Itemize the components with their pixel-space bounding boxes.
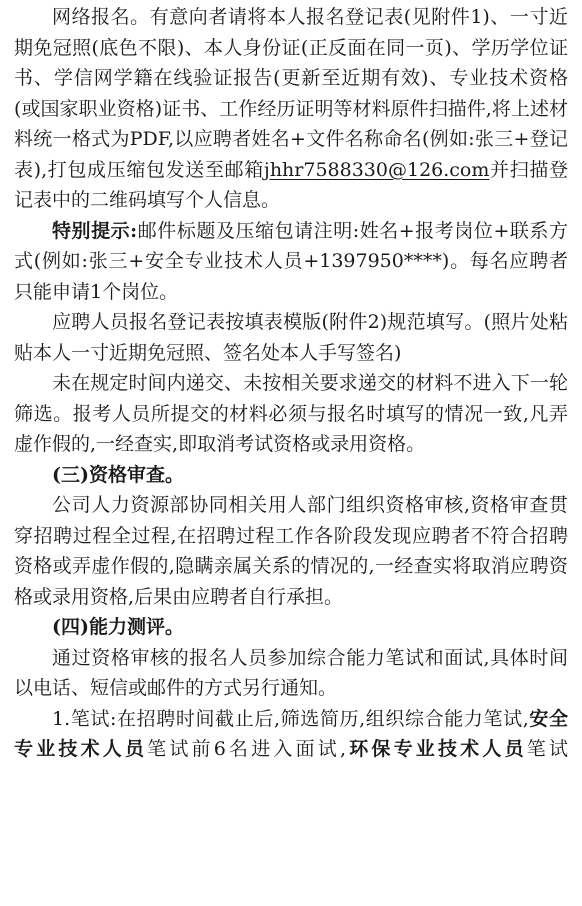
email-link[interactable]: jhhr7588330@126.com <box>263 158 490 181</box>
registration-tail: 并扫描登记表中的二维码填写个人信息。 <box>14 158 568 211</box>
special-notice-label: 特别提示: <box>52 219 138 242</box>
environment-staff-label: 环保专业技术人员 <box>346 738 527 760</box>
paragraph-qualification-review: 公司人力资源部协同相关用人部门组织资格审核,资格审查贯穿招聘过程全过程,在招聘过程工作各阶段发现应聘者不符合招聘资格或弄虚作假的,隐瞒亲属关系的情况的,一经查实将取消应聘资格或录用资格,后果由应聘者自行承担。 <box>14 494 568 608</box>
section-heading-qualification-review: (三)资格审查。 <box>52 463 184 486</box>
safety-staff-label: 安全专业技术人员 <box>14 707 568 760</box>
paragraph-ability-assessment: 通过资格审核的报名人员参加综合能力笔试和面试,具体时间以电话、短信或邮件的方式另行通知。 <box>14 646 568 699</box>
paragraph-screening-rules: 未在规定时间内递交、未按相关要求递交的材料不进入下一轮筛选。报考人员所提交的材料必须与报名时填写的情况一致,凡弄虚作假的,一经查实,即取消考试资格或录用资格。 <box>14 372 568 455</box>
paragraph-online-registration <box>14 2 568 216</box>
written-test-mid: 笔试前6名进入面试, <box>147 738 347 760</box>
paragraph-special-notice <box>14 216 568 308</box>
written-test-tail: 笔试 <box>526 738 568 760</box>
special-notice-text: 邮件标题及压缩包请注明:姓名+报考岗位+联系方式(例如:张三+安全专业技术人员+1397950****)。每名应聘者只能申请1个岗位。 <box>14 219 568 303</box>
section-heading-ability-assessment: (四)能力测评。 <box>52 616 184 638</box>
paragraph-written-test <box>14 704 568 765</box>
paragraph-form-instructions: 应聘人员报名登记表按填表模版(附件2)规范填写。(照片处粘贴本人一寸近期免冠照、签名处本人手写签名) <box>14 311 568 364</box>
registration-text: 网络报名。有意向者请将本人报名登记表(见附件1)、一寸近期免冠照(底色不限)、本人身份证(正反面在同一页)、学历学位证书、学信网学籍在线验证报告(更新至近期有效)、专业技术资格(或国家职业资格)证书、工作经历证明等材料原件扫描件,将上述材料统一格式为PDF,以应聘者姓名+文件名称命名(例如:张三+登记表),打包成压缩包发送至邮箱 <box>14 6 568 181</box>
written-test-text: 1.笔试:在招聘时间截止后,筛选简历,组织综合能力笔试, <box>52 707 529 730</box>
